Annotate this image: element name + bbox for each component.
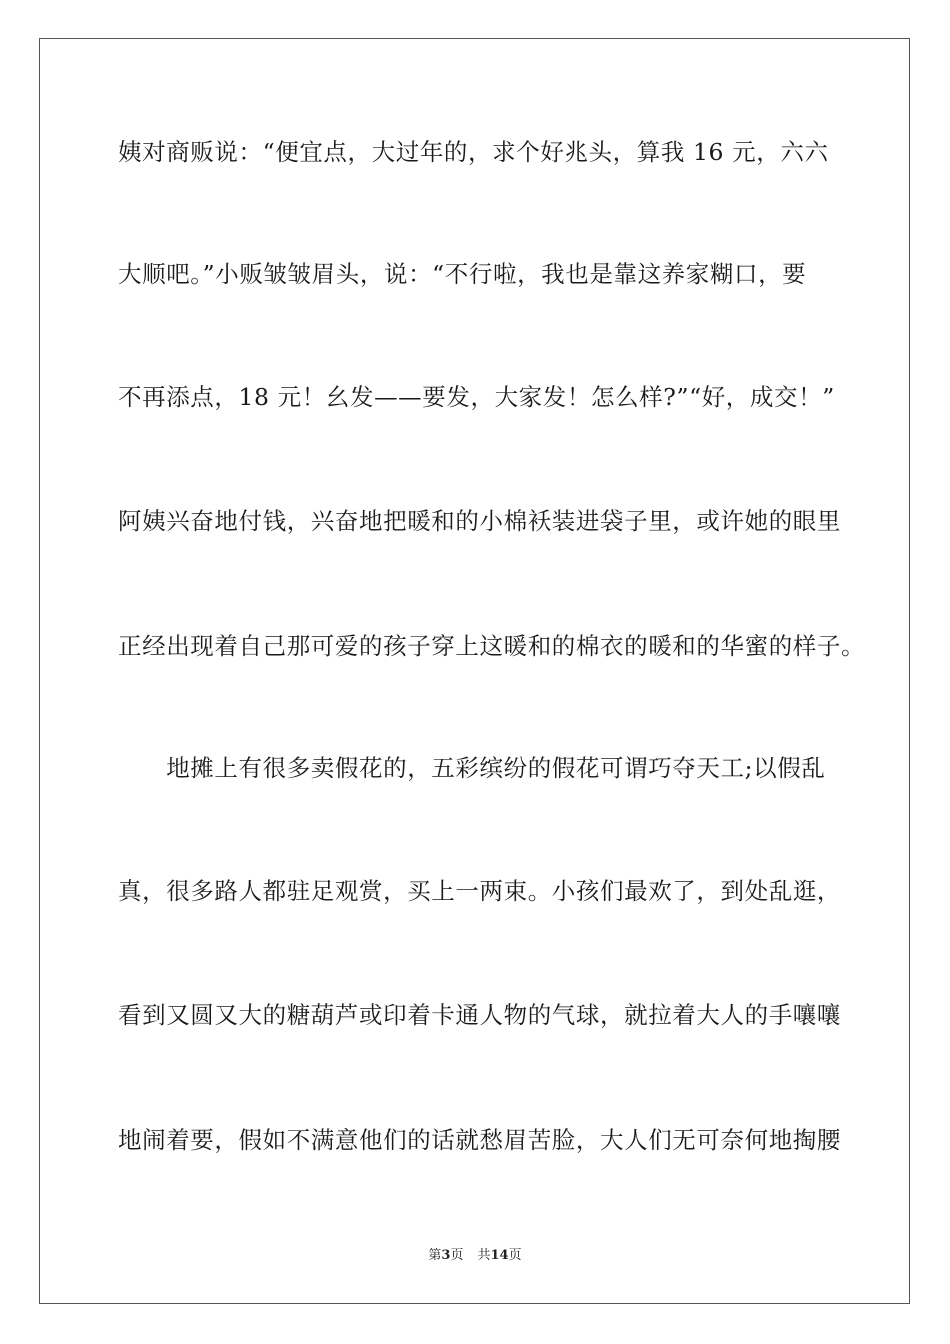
page-frame <box>39 38 910 1304</box>
body-line-1: 姨对商贩说：“便宜点，大过年的，求个好兆头，算我 16 元，六六 <box>118 138 829 166</box>
body-line-2: 大顺吧。”小贩皱皱眉头，说：“不行啦，我也是靠这养家糊口，要 <box>118 260 807 288</box>
body-line-5: 正经出现着自己那可爱的孩子穿上这暖和的棉衣的暖和的华蜜的样子。 <box>118 632 866 660</box>
footer-total-prefix: 共 <box>477 1248 491 1263</box>
body-line-8: 看到又圆又大的糖葫芦或印着卡通人物的气球，就拉着大人的手嚷嚷 <box>118 1001 841 1029</box>
body-line-9: 地闹着要，假如不满意他们的话就愁眉苦脸，大人们无可奈何地掏腰 <box>118 1126 841 1154</box>
body-line-6: 地摊上有很多卖假花的，五彩缤纷的假花可谓巧夺天工;以假乱 <box>118 754 826 782</box>
footer-page-suffix: 页 <box>450 1248 464 1263</box>
body-line-3: 不再添点，18 元！幺发——要发，大家发！怎么样?”“好，成交！” <box>118 383 835 411</box>
footer-total-suffix: 页 <box>508 1248 522 1263</box>
body-line-4: 阿姨兴奋地付钱，兴奋地把暖和的小棉袄装进袋子里，或许她的眼里 <box>118 507 841 535</box>
footer-page-prefix: 第 <box>428 1248 442 1263</box>
page-footer <box>0 1248 950 1264</box>
footer-page-total: 14 <box>490 1248 509 1263</box>
body-line-7: 真，很多路人都驻足观赏，买上一两束。小孩们最欢了，到处乱逛， <box>118 877 841 905</box>
footer-page-current: 3 <box>441 1248 451 1263</box>
